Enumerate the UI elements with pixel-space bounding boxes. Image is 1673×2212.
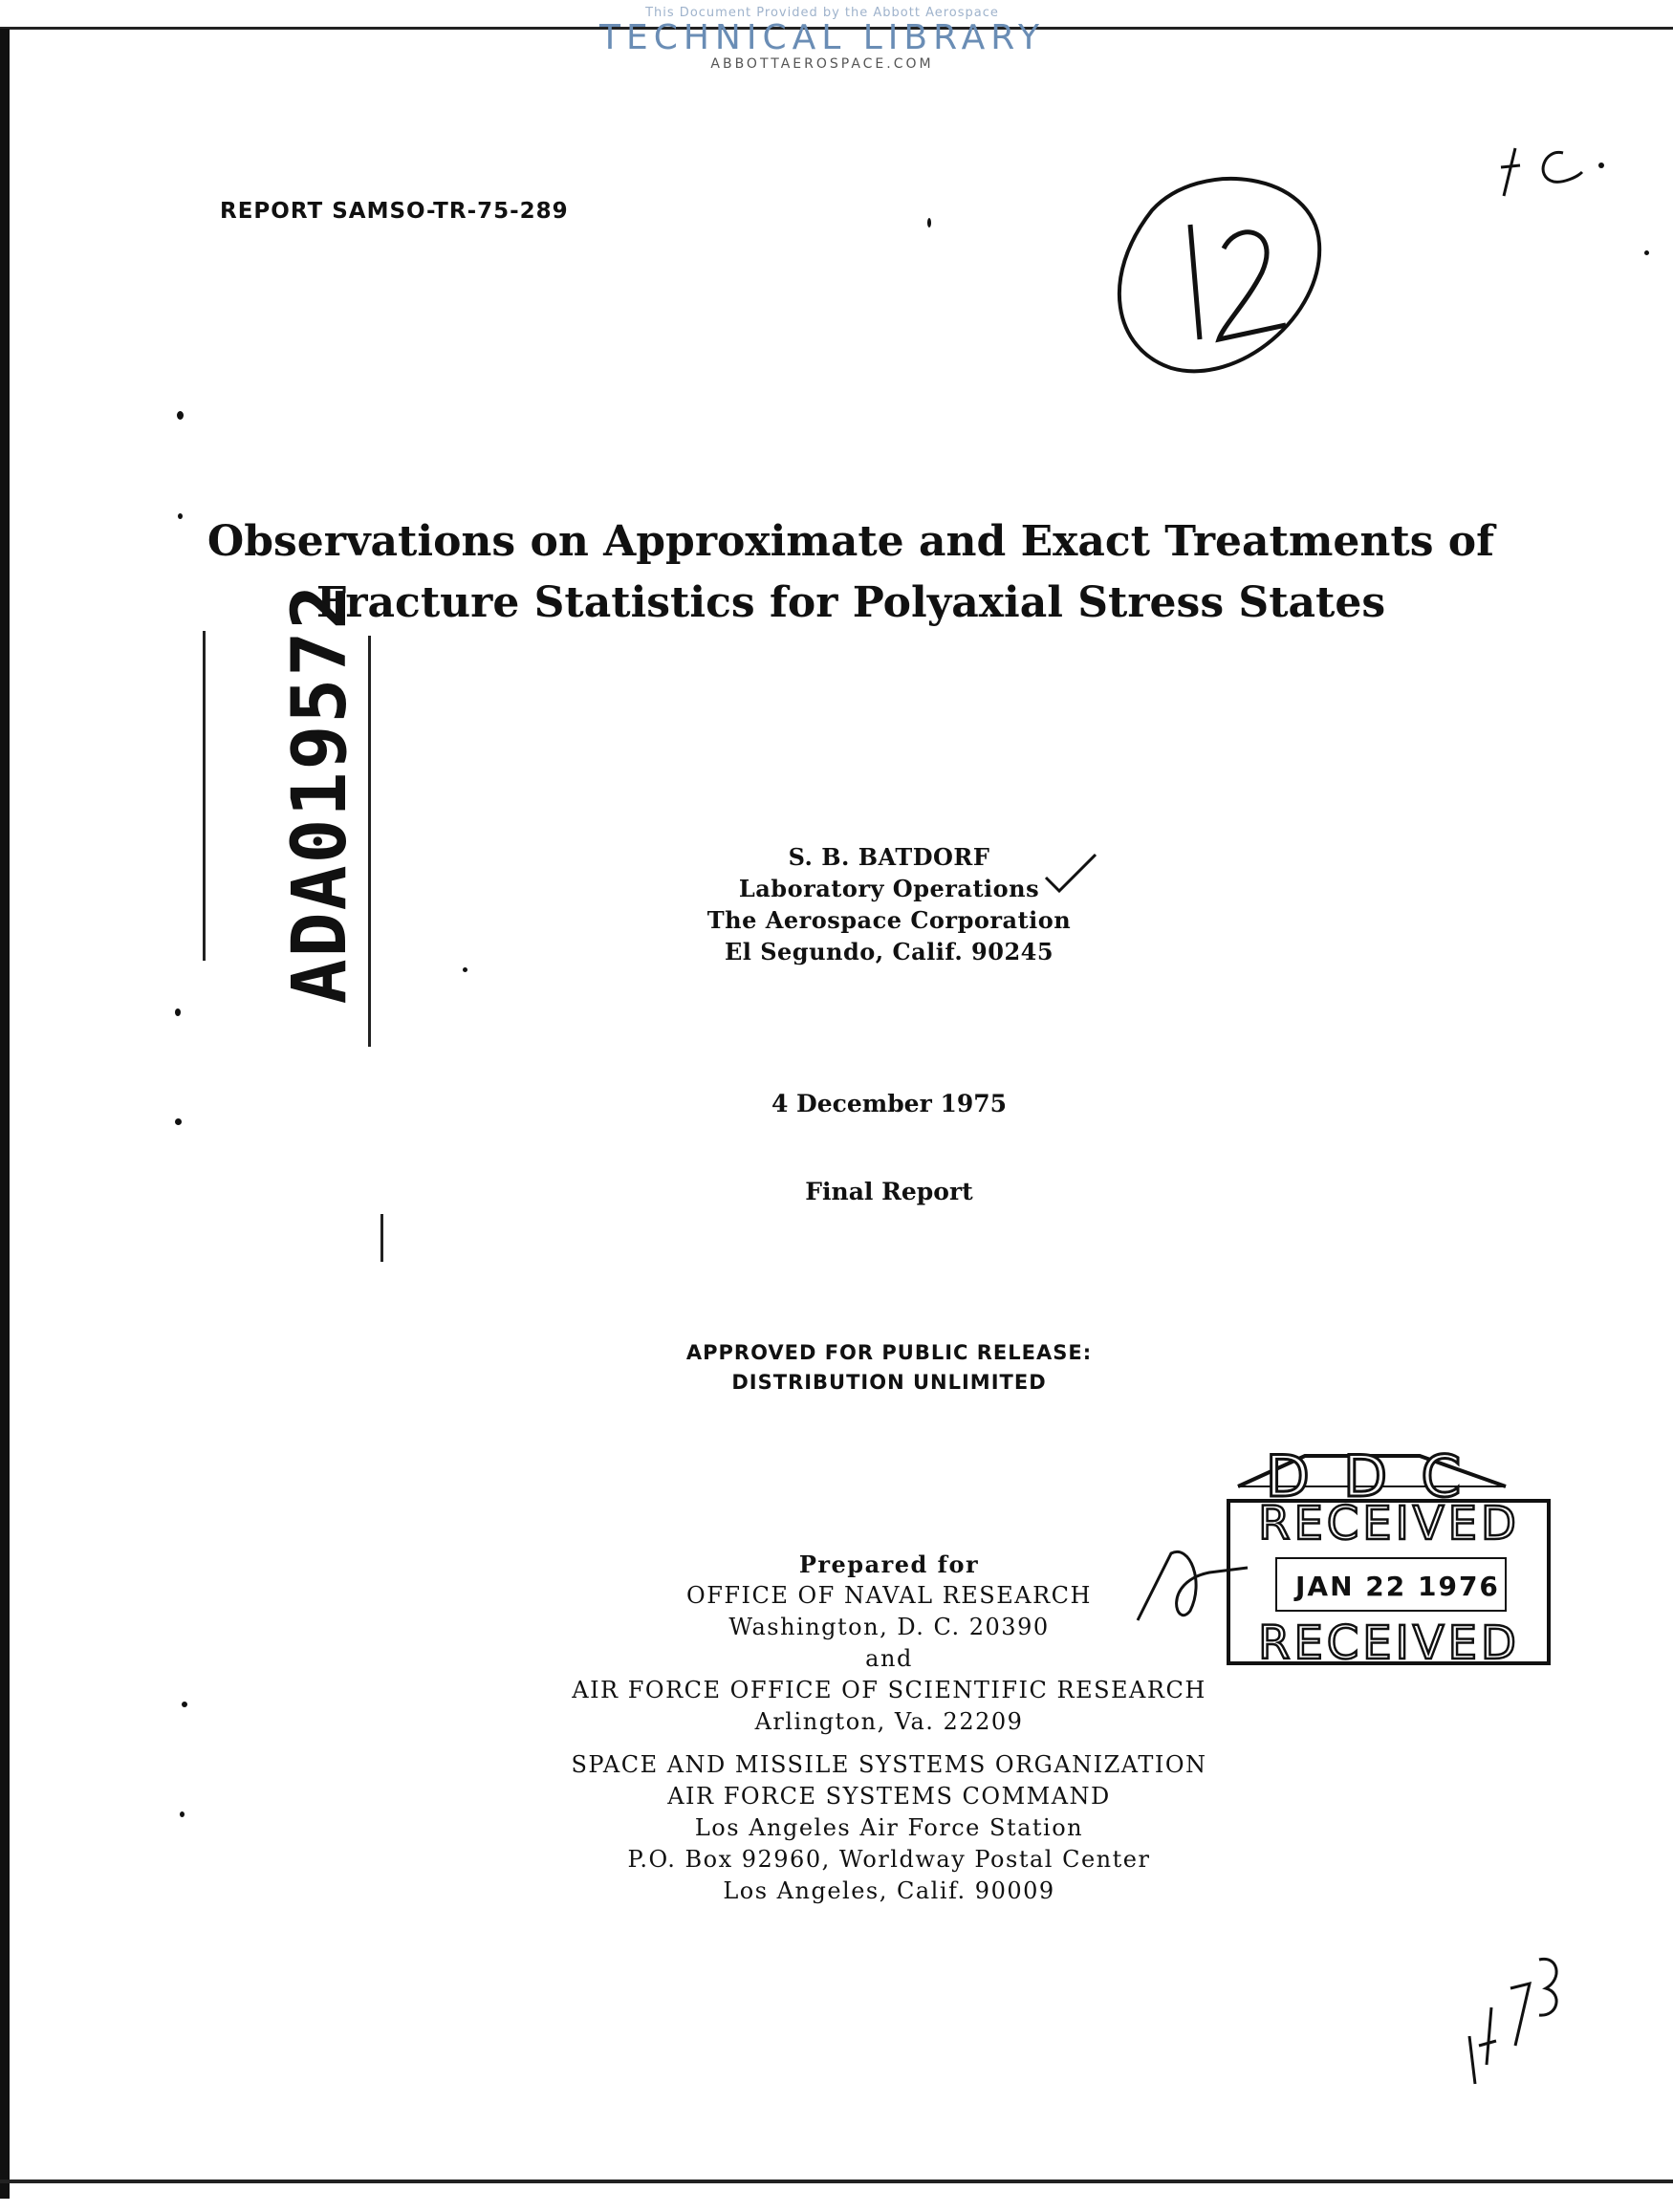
conjunction-and: and <box>865 1645 913 1672</box>
check-mark-icon <box>1042 851 1099 899</box>
scan-speck <box>178 513 183 519</box>
report-number: REPORT SAMSO-TR-75-289 <box>220 199 569 224</box>
scan-bottom-edge <box>0 2179 1673 2183</box>
accession-number: ADA019572 <box>277 582 363 1005</box>
sponsor-1-address: Washington, D. C. 20390 <box>728 1614 1050 1640</box>
scan-speck <box>177 411 184 420</box>
sponsor-2-address: Arlington, Va. 22209 <box>754 1708 1024 1735</box>
stamp-agency: D D C <box>1265 1443 1469 1510</box>
handwritten-initials <box>1487 139 1620 215</box>
watermark-site: ABBOTTAEROSPACE.COM <box>710 56 934 72</box>
scan-speck <box>1644 250 1649 255</box>
stamp-status-bottom: RECEIVED <box>1258 1616 1520 1670</box>
scan-speck <box>175 1118 182 1125</box>
stamp-date: JAN 22 1976 <box>1295 1571 1500 1602</box>
author-organization: The Aerospace Corporation <box>706 906 1072 934</box>
prepared-for-label: Prepared for <box>798 1551 980 1578</box>
release-statement <box>593 1338 1185 1398</box>
scan-vertical-line <box>203 631 206 961</box>
release-line-1: APPROVED FOR PUBLIC RELEASE: <box>685 1341 1093 1364</box>
scan-speck <box>182 1702 187 1707</box>
author-name: S. B. BATDORF <box>788 843 990 871</box>
scan-speck <box>180 1811 185 1817</box>
title-line-2: Fracture Statistics for Polyaxial Stress States <box>315 578 1386 627</box>
scan-left-edge <box>0 29 10 2199</box>
sponsor-3-city: Los Angeles, Calif. 90009 <box>723 1877 1055 1904</box>
title-line-1: Observations on Approximate and Exact Treatments of <box>206 517 1495 566</box>
report-type: Final Report <box>805 1178 973 1205</box>
sponsor-3-station: Los Angeles Air Force Station <box>694 1814 1084 1841</box>
scan-speck <box>175 1008 181 1016</box>
sponsor-1-name: OFFICE OF NAVAL RESEARCH <box>686 1582 1092 1609</box>
author-location: El Segundo, Calif. 90245 <box>724 938 1054 965</box>
sponsor-3-name: SPACE AND MISSILE SYSTEMS ORGANIZATION <box>571 1751 1207 1778</box>
watermark-title: TECHNICAL LIBRARY <box>598 18 1045 57</box>
circled-number-text: 12 <box>1219 287 1221 288</box>
scan-vertical-line <box>368 636 371 1047</box>
svg-text:F.C.: F.C. <box>1487 139 1488 140</box>
release-line-2: DISTRIBUTION UNLIMITED <box>731 1371 1047 1394</box>
author-department: Laboratory Operations <box>738 875 1040 902</box>
library-watermark <box>574 6 1071 72</box>
sponsor-3-box: P.O. Box 92960, Worldway Postal Center <box>627 1846 1151 1873</box>
stamp-status-top: RECEIVED <box>1258 1497 1520 1551</box>
scan-vertical-line <box>380 1214 383 1262</box>
prepared-for-block <box>459 1549 1319 1907</box>
document-title <box>191 511 1510 634</box>
circled-number-annotation <box>1095 153 1343 401</box>
report-date: 4 December 1975 <box>771 1090 1008 1117</box>
sponsor-2-name: AIR FORCE OFFICE OF SCIENTIFIC RESEARCH <box>572 1677 1206 1703</box>
sponsor-3-command: AIR FORCE SYSTEMS COMMAND <box>667 1783 1111 1810</box>
scan-speck <box>463 967 467 972</box>
handwritten-page-mark <box>1458 1950 1573 2093</box>
watermark-provider-line: This Document Provided by the Abbott Aerospace <box>645 6 999 20</box>
svg-text:1473: 1473 <box>1458 1950 1461 1951</box>
scan-speck <box>927 218 931 228</box>
